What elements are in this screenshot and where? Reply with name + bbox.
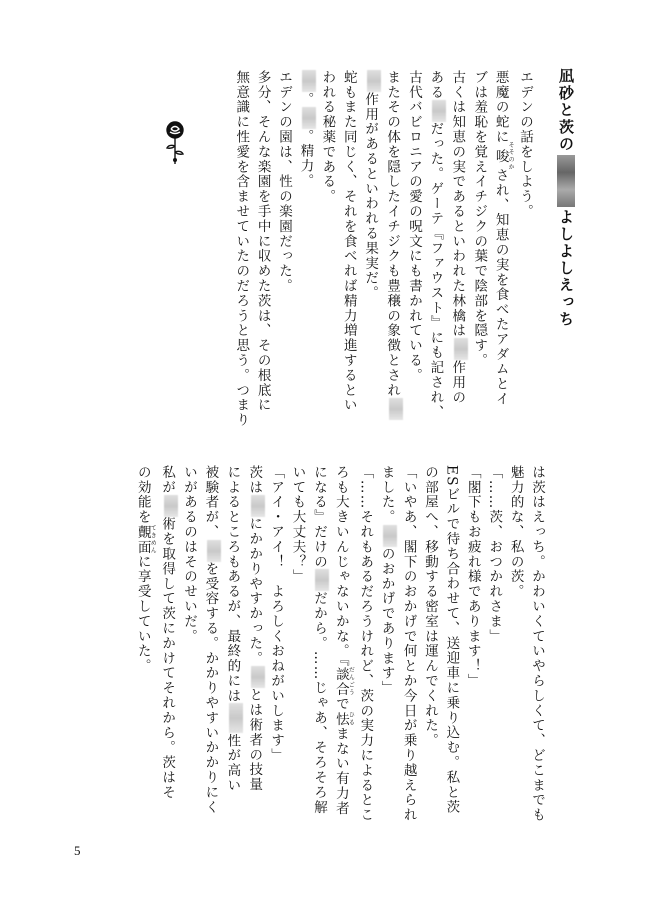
censor-blur xyxy=(251,666,265,688)
text-segment: 多分、そんな楽園を手中に収めた茨は、その根底に xyxy=(254,70,271,413)
text-segment: 被験者が、 xyxy=(202,465,219,540)
text-line xyxy=(489,70,515,407)
text-line xyxy=(230,70,251,428)
text-line xyxy=(424,70,446,420)
text-line xyxy=(337,70,358,413)
text-line xyxy=(131,465,155,825)
text-line xyxy=(461,465,482,825)
text-segment: またその体を隠したイチジクも豊穣の象徴とされ xyxy=(384,70,401,398)
text-segment: で xyxy=(332,696,349,712)
text-line xyxy=(243,465,265,825)
text-segment: いがあるのはそのせいだ。 xyxy=(181,465,197,644)
censor-blur xyxy=(383,525,397,547)
text-line xyxy=(294,70,316,400)
text-segment: 無意識に性愛を含ませていたのだろうと思う。つまり xyxy=(233,70,250,428)
text-line xyxy=(375,465,397,825)
rose-ornament-icon xyxy=(158,120,192,166)
ruby-word: 覿面てきめん xyxy=(134,524,157,555)
text-line xyxy=(354,465,375,825)
title-censor-blur xyxy=(557,155,575,207)
text-segment: によるところもあるが、最終的には xyxy=(224,465,241,704)
text-segment: 「……それもあるだろうけれど、茨の実力によるとこ xyxy=(357,465,374,823)
text-segment: を受容する。かかりやすいかかりにく xyxy=(202,561,219,815)
censor-blur xyxy=(229,703,243,733)
text-segment: 作用があるといわれる果実だ。 xyxy=(362,92,379,301)
ruby-word: 唆そそのか xyxy=(492,141,515,172)
text-line xyxy=(156,465,178,825)
text-line xyxy=(178,465,199,825)
text-segment: 私が xyxy=(159,465,176,495)
text-segment: 術を取得して茨にかけてそれから。茨はそ xyxy=(159,516,176,800)
text-line xyxy=(221,465,243,825)
censor-blur xyxy=(389,398,403,420)
text-line xyxy=(526,465,547,825)
text-segment: の部屋へ、移動する密室は運んでくれた。 xyxy=(421,465,438,749)
text-segment: 魅力的な、私の茨。 xyxy=(507,465,524,600)
text-line xyxy=(397,465,418,825)
censor-blur xyxy=(432,100,446,122)
text-segment: のおかげであります」 xyxy=(378,546,395,696)
text-segment: の効能を xyxy=(134,465,151,525)
text-block-top xyxy=(230,70,535,428)
text-segment: 。 xyxy=(297,92,314,107)
text-segment: だから。……じゃあ、そろそろ解 xyxy=(310,591,327,815)
text-segment: 。精力。 xyxy=(297,128,314,189)
text-line xyxy=(265,465,286,825)
text-line xyxy=(286,465,307,825)
text-segment: ブは羞恥を覚えイチジクの葉で陰部を隠す。 xyxy=(471,70,488,368)
text-line xyxy=(446,70,468,405)
censor-blur xyxy=(367,70,381,92)
text-segment: 古代バビロニアの愛の呪文にも書かれている。 xyxy=(405,70,422,383)
text-segment: 悪魔の蛇に xyxy=(492,70,509,145)
text-line xyxy=(273,70,294,400)
text-segment: ろも大きいんじゃないかな。『 xyxy=(332,465,349,667)
page-number: 5 xyxy=(74,843,81,858)
title-part-2: よしよしえっち xyxy=(557,209,575,328)
text-segment: いても大丈夫？」 xyxy=(289,465,306,585)
censor-blur xyxy=(302,70,316,92)
text-line xyxy=(468,70,489,400)
text-line xyxy=(329,465,353,825)
text-line xyxy=(381,70,403,400)
text-line xyxy=(316,70,337,400)
text-segment: われる秘薬である。 xyxy=(319,70,336,205)
text-line xyxy=(514,70,535,400)
text-segment: とは術者の技量 xyxy=(246,687,263,793)
ruby-word: 談合だんごう xyxy=(332,666,355,697)
ruby-word: 怯ひる xyxy=(332,711,355,727)
text-segment: は茨はえっち。かわいくていやらしくて、どこまでも xyxy=(529,465,545,823)
text-segment: に享受していた。 xyxy=(134,554,151,674)
text-line xyxy=(199,465,221,825)
text-segment: 古くは知恵の実であるといわれた林檎は xyxy=(449,70,466,339)
text-segment: 茨は xyxy=(246,465,263,495)
text-line xyxy=(251,70,272,413)
text-segment: になる』だけの xyxy=(310,465,327,570)
text-segment: 蛇もまた同じく、それを食べれば精力増進するとい xyxy=(340,70,357,413)
text-line xyxy=(359,70,381,400)
text-segment: 性が高い xyxy=(224,733,241,794)
text-line xyxy=(419,465,440,825)
text-segment: 「……茨、おつかれさま」 xyxy=(486,465,503,644)
censor-blur xyxy=(164,495,178,517)
text-segment: され、知恵の実を食べたアダムとイ xyxy=(492,168,509,407)
censor-blur xyxy=(454,338,468,360)
text-line xyxy=(308,465,330,825)
text-segment: だった。ゲーテ『ファウスト』にも記され、 xyxy=(427,121,444,420)
censor-blur xyxy=(315,569,329,591)
censor-blur xyxy=(207,540,221,562)
text-segment: 作用の xyxy=(449,360,466,405)
page-title xyxy=(556,68,577,328)
text-segment: ました。 xyxy=(378,465,395,525)
text-segment: 「いやあ、閣下のおかげで何とか今日が乗り越えられ xyxy=(400,465,417,823)
text-line xyxy=(403,70,424,400)
text-line xyxy=(440,465,461,825)
text-segment: にかかりやすかった。 xyxy=(246,516,263,666)
text-segment: まない有力者 xyxy=(332,726,349,816)
text-block-bottom xyxy=(131,465,547,825)
text-segment: エデンの話をしよう。 xyxy=(517,70,533,219)
text-line xyxy=(483,465,504,825)
censor-blur xyxy=(302,107,316,129)
text-segment: エデンの園は、性の楽園だった。 xyxy=(276,70,293,294)
text-segment: ESビルで待ち合わせて、送迎車に乗り込む。私と茨 xyxy=(443,465,460,815)
text-segment: ある xyxy=(427,70,444,100)
text-segment: 「アイ・アイ！ よろしくおねがいします」 xyxy=(268,465,285,763)
text-segment: 「閣下もお疲れ様であります！」 xyxy=(464,465,481,689)
censor-blur xyxy=(251,495,265,517)
text-line xyxy=(504,465,525,825)
title-part-1: 凪砂と茨の xyxy=(557,68,575,153)
